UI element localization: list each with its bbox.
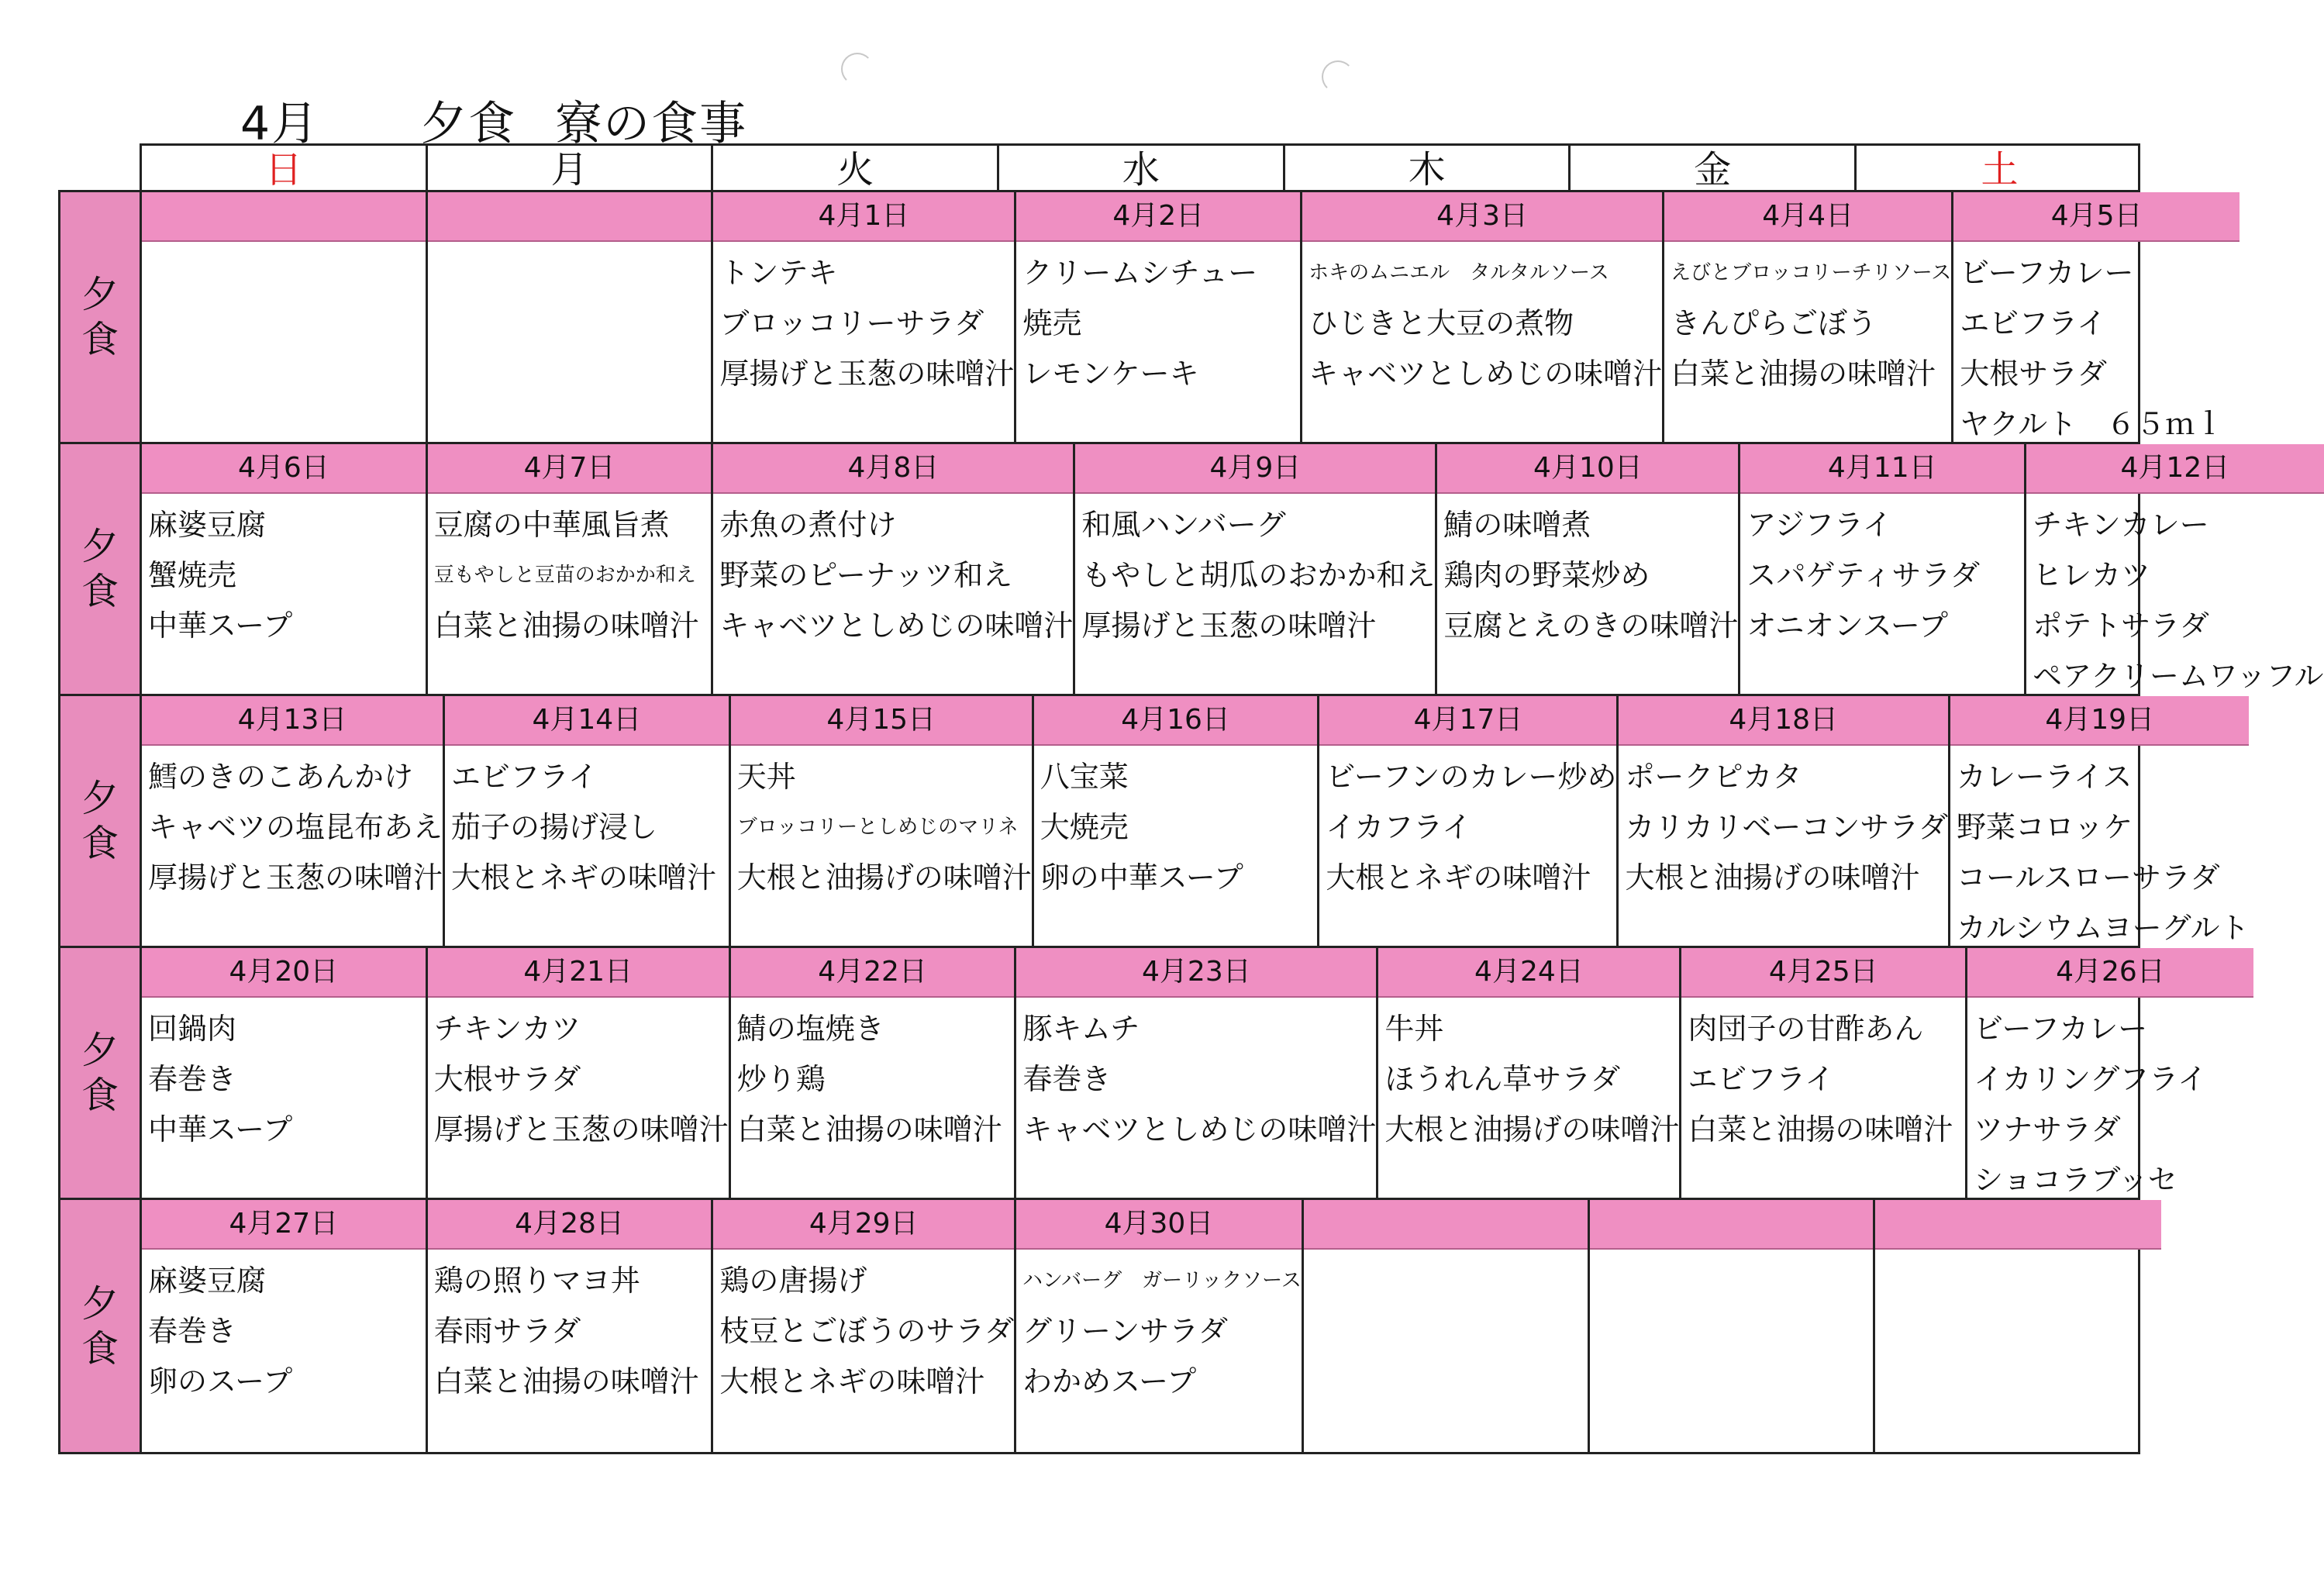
menu-list (428, 494, 712, 651)
menu-item: 焼売 (1022, 306, 1082, 340)
menu-item: 白菜と油揚の味噌汁 (433, 609, 699, 643)
day-cell (1075, 444, 1437, 694)
menu-item: 厚揚げと玉葱の味噌汁 (719, 357, 1015, 391)
menu-item: エビフライ (1960, 306, 2107, 340)
date-header: 4月29日 (713, 1200, 1014, 1250)
date-header: 4月16日 (1034, 696, 1318, 746)
meal-label-char: 食 (81, 318, 119, 361)
menu-item: えびとブロッコリーチリソース (1671, 261, 1952, 284)
menu-item: 野菜のピーナッツ和え (719, 558, 1013, 592)
menu-list (1378, 998, 1679, 1155)
menu-list (1016, 1250, 1302, 1407)
menu-item: 春巻き (1022, 1062, 1112, 1096)
date-header (1590, 1200, 1874, 1250)
date-header (142, 192, 426, 242)
menu-item: 鶏の照りマヨ丼 (433, 1264, 640, 1298)
menu-item: 白菜と油揚の味噌汁 (1671, 357, 1936, 391)
date-header: 4月27日 (142, 1200, 426, 1250)
weekday-sun: 日 (142, 146, 428, 194)
menu-item: 卵の中華スープ (1040, 860, 1243, 895)
menu-item: 麻婆豆腐 (148, 508, 267, 542)
menu-list (713, 242, 1014, 399)
day-cell (1034, 696, 1320, 946)
menu-item: ビーフンのカレー炒め (1326, 760, 1617, 794)
day-cell (428, 948, 731, 1198)
menu-item: 大根サラダ (433, 1062, 581, 1096)
meal-label-char: 夕 (81, 777, 119, 820)
menu-item: 白菜と油揚の味噌汁 (433, 1364, 699, 1398)
date-header (1304, 1200, 1588, 1250)
menu-item: 麻婆豆腐 (148, 1264, 267, 1298)
menu-list (713, 1250, 1014, 1407)
menu-item: 茄子の揚げ浸し (451, 810, 658, 844)
menu-item: 鯖の味噌煮 (1443, 508, 1591, 542)
menu-list (428, 1250, 712, 1407)
day-cell (142, 948, 428, 1198)
day-cell (1740, 444, 2026, 694)
menu-list (1034, 746, 1318, 903)
menu-item: 春巻き (148, 1314, 237, 1348)
menu-list (142, 746, 443, 903)
weekday-fri: 金 (1571, 146, 1857, 194)
menu-item: 鱈のきのこあんかけ (148, 760, 414, 794)
menu-item: 厚揚げと玉葱の味噌汁 (148, 860, 443, 895)
menu-item: エビフライ (451, 760, 598, 794)
meal-label-char: 食 (81, 1074, 119, 1117)
menu-item: ハンバーグ ガーリックソース (1022, 1269, 1302, 1292)
date-header: 4月11日 (1740, 444, 2024, 494)
menu-item: 牛丼 (1384, 1012, 1444, 1046)
date-header (1875, 1200, 2161, 1250)
date-header: 4月12日 (2026, 444, 2323, 494)
menu-item: きんぴらごぼう (1671, 306, 1877, 340)
meal-label (60, 192, 142, 442)
weekday-wed: 水 (999, 146, 1285, 194)
meal-label-char: 夕 (81, 1029, 119, 1072)
menu-item: ひじきと大豆の煮物 (1309, 306, 1574, 340)
menu-item: 鯖の塩焼き (736, 1012, 884, 1046)
date-header: 4月3日 (1302, 192, 1662, 242)
menu-item: イカリングフライ (1974, 1062, 2208, 1096)
meal-label-char: 夕 (81, 273, 119, 316)
menu-list (1619, 746, 1947, 903)
day-cell (142, 444, 428, 694)
day-cell (1437, 444, 1740, 694)
menu-item: 厚揚げと玉葱の味噌汁 (1081, 609, 1377, 643)
meal-label-char: 食 (81, 1326, 119, 1371)
menu-item: 中華スープ (148, 1112, 293, 1147)
week-row (60, 1200, 2138, 1452)
menu-list (731, 998, 1015, 1155)
menu-list (1664, 242, 1951, 399)
day-cell (1378, 948, 1681, 1198)
date-header: 4月2日 (1016, 192, 1300, 242)
menu-item: 大根とネギの味噌汁 (719, 1364, 985, 1398)
day-cell (428, 1200, 714, 1452)
date-header: 4月22日 (731, 948, 1015, 998)
menu-item: 大根とネギの味噌汁 (1326, 860, 1591, 895)
menu-item: わかめスープ (1022, 1364, 1197, 1398)
date-header: 4月7日 (428, 444, 712, 494)
day-cell (731, 948, 1017, 1198)
menu-item: グリーンサラダ (1022, 1314, 1228, 1348)
day-cell (445, 696, 731, 946)
menu-item: ポークピカタ (1625, 760, 1802, 794)
menu-list (2026, 494, 2323, 702)
date-header: 4月21日 (428, 948, 729, 998)
date-header: 4月19日 (1950, 696, 2250, 746)
menu-item: コールスローサラダ (1956, 860, 2220, 895)
menu-item: 厚揚げと玉葱の味噌汁 (433, 1112, 729, 1147)
menu-list (731, 746, 1032, 903)
week-row (60, 192, 2225, 444)
menu-item: ブロッコリーとしめじのマリネ (736, 816, 1019, 839)
menu-list (1967, 998, 2253, 1205)
day-cell (428, 444, 714, 694)
meal-label (60, 948, 142, 1198)
menu-item: 大根とネギの味噌汁 (451, 860, 717, 895)
menu-item: 大焼売 (1040, 810, 1129, 844)
menu-item: アジフライ (1746, 508, 1892, 542)
meal-label-char: 食 (81, 570, 119, 613)
title-meal: 夕食 (420, 97, 517, 151)
date-header: 4月30日 (1016, 1200, 1302, 1250)
menu-item: オニオンスープ (1746, 609, 1948, 643)
day-cell (1664, 192, 1953, 442)
menu-list (1437, 494, 1738, 651)
menu-list (1016, 242, 1300, 399)
menu-item: 枝豆とごぼうのサラダ (719, 1314, 1014, 1348)
day-cell (1681, 948, 1967, 1198)
menu-item: 野菜コロッケ (1956, 810, 2133, 844)
menu-list (1740, 494, 2024, 651)
date-header: 4月4日 (1664, 192, 1951, 242)
menu-list (1953, 242, 2240, 450)
date-header: 4月20日 (142, 948, 426, 998)
date-header: 4月9日 (1075, 444, 1435, 494)
menu-item: 春雨サラダ (433, 1314, 581, 1348)
day-cell (1302, 192, 1664, 442)
date-header: 4月6日 (142, 444, 426, 494)
menu-item: 天丼 (736, 760, 796, 794)
menu-item: 卵のスープ (148, 1364, 293, 1398)
menu-item: クリームシチュー (1022, 256, 1258, 290)
meal-label (60, 1200, 142, 1452)
day-cell (1016, 948, 1378, 1198)
menu-item: もやしと胡瓜のおかか和え (1081, 558, 1436, 592)
day-cell (1950, 696, 2250, 946)
menu-item: 春巻き (148, 1062, 237, 1096)
date-header: 4月1日 (713, 192, 1014, 242)
day-cell (1953, 192, 2240, 442)
menu-item: 豚キムチ (1022, 1012, 1140, 1046)
day-cell (1619, 696, 1950, 946)
menu-item: ほうれん草サラダ (1384, 1062, 1621, 1096)
menu-item: 大根と油揚げの味噌汁 (1625, 860, 1920, 895)
day-cell (142, 1200, 428, 1452)
date-header: 4月26日 (1967, 948, 2253, 998)
menu-item: 鶏肉の野菜炒め (1443, 558, 1650, 592)
title-month: 4月 (240, 97, 320, 151)
menu-item: トンテキ (719, 256, 838, 290)
menu-item: 八宝菜 (1040, 760, 1129, 794)
menu-item: 大根と油揚げの味噌汁 (1384, 1112, 1680, 1147)
menu-list (142, 998, 426, 1155)
menu-list (1075, 494, 1435, 651)
menu-item: ヒレカツ (2033, 558, 2151, 592)
menu-list (1950, 746, 2250, 953)
menu-item: キャベツとしめじの味噌汁 (1309, 357, 1663, 391)
menu-item: 豆腐の中華風旨煮 (433, 508, 670, 542)
menu-item: ポテトサラダ (2033, 609, 2209, 643)
date-header: 4月5日 (1953, 192, 2240, 242)
menu-item: チキンカツ (433, 1012, 581, 1046)
weekday-header (140, 143, 2140, 194)
menu-item: 和風ハンバーグ (1081, 508, 1286, 542)
weekday-tue: 火 (713, 146, 999, 194)
date-header: 4月15日 (731, 696, 1032, 746)
menu-item: カリカリベーコンサラダ (1625, 810, 1948, 844)
menu-item: カレーライス (1956, 760, 2133, 794)
day-cell (2026, 444, 2323, 694)
day-cell (1319, 696, 1619, 946)
week-row (60, 696, 2250, 948)
meal-label-char: 夕 (81, 525, 119, 568)
title-name: 寮の食事 (555, 97, 748, 151)
date-header: 4月14日 (445, 696, 729, 746)
menu-list (1875, 1250, 2161, 1256)
menu-item: スパゲティサラダ (1746, 558, 1981, 592)
meal-label-char: 夕 (81, 1281, 119, 1326)
date-header: 4月10日 (1437, 444, 1738, 494)
menu-item: ペアクリームワッフル (2033, 659, 2324, 693)
calendar-body (58, 190, 2324, 1454)
menu-item: 大根と油揚げの味噌汁 (736, 860, 1032, 895)
menu-list (1302, 242, 1662, 399)
menu-item: 鶏の唐揚げ (719, 1264, 867, 1298)
meal-label-char: 食 (81, 822, 119, 865)
menu-list (1590, 1250, 1874, 1256)
menu-item: 中華スープ (148, 609, 293, 643)
menu-list (1304, 1250, 1588, 1256)
menu-item: ヤクルト ６５ｍｌ (1960, 407, 2225, 441)
date-header: 4月17日 (1319, 696, 1616, 746)
menu-item: 蟹焼売 (148, 558, 237, 592)
date-header (428, 192, 712, 242)
menu-item: ツナサラダ (1974, 1112, 2121, 1147)
day-cell (1875, 1200, 2161, 1452)
menu-list (142, 242, 426, 248)
menu-item: 肉団子の甘酢あん (1688, 1012, 1924, 1046)
date-header: 4月25日 (1681, 948, 1965, 998)
menu-item: ビーフカレー (1974, 1012, 2148, 1046)
menu-item: ショコラブッセ (1974, 1163, 2177, 1197)
menu-list (445, 746, 729, 903)
menu-item: キャベツとしめじの味噌汁 (1022, 1112, 1377, 1147)
menu-item: 白菜と油揚の味噌汁 (736, 1112, 1002, 1147)
menu-item: 豆腐とえのきの味噌汁 (1443, 609, 1739, 643)
menu-item: 大根サラダ (1960, 357, 2107, 391)
day-cell (1590, 1200, 1876, 1452)
day-cell (713, 1200, 1016, 1452)
menu-item: 炒り鶏 (736, 1062, 826, 1096)
menu-list (142, 1250, 426, 1407)
date-header: 4月8日 (713, 444, 1073, 494)
menu-item: ホキのムニエル タルタルソース (1309, 261, 1609, 284)
meal-label (60, 444, 142, 694)
menu-item: カルシウムヨーグルト (1956, 911, 2250, 945)
day-cell (1016, 192, 1302, 442)
meal-label (60, 696, 142, 946)
week-row (60, 948, 2208, 1200)
menu-item: 白菜と油揚の味噌汁 (1688, 1112, 1953, 1147)
day-cell (1304, 1200, 1590, 1452)
weekday-sat: 土 (1981, 148, 2019, 191)
day-cell (713, 192, 1016, 442)
day-cell (731, 696, 1034, 946)
day-cell (713, 444, 1075, 694)
menu-item: エビフライ (1688, 1062, 1835, 1096)
menu-item: 回鍋肉 (148, 1012, 237, 1046)
week-row (60, 444, 2324, 696)
menu-item: ブロッコリーサラダ (719, 306, 984, 340)
menu-list (713, 494, 1073, 651)
weekday-mon: 月 (428, 146, 714, 194)
date-header: 4月13日 (142, 696, 443, 746)
menu-list (428, 998, 729, 1155)
menu-item: ビーフカレー (1960, 256, 2134, 290)
day-cell (1016, 1200, 1304, 1452)
weekday-thu: 木 (1285, 146, 1571, 194)
menu-list (428, 242, 712, 248)
menu-item: 赤魚の煮付け (719, 508, 897, 542)
menu-list (1681, 998, 1965, 1155)
menu-item: キャベツとしめじの味噌汁 (719, 609, 1074, 643)
menu-list (142, 494, 426, 651)
menu-item: キャベツの塩昆布あえ (148, 810, 443, 844)
date-header: 4月18日 (1619, 696, 1947, 746)
menu-list (1319, 746, 1616, 903)
menu-item: イカフライ (1326, 810, 1472, 844)
menu-item: 豆もやしと豆苗のおかか和え (433, 564, 696, 587)
menu-list (1016, 998, 1376, 1155)
menu-item: チキンカレー (2033, 508, 2209, 542)
day-cell (142, 192, 428, 442)
day-cell (1967, 948, 2253, 1198)
date-header: 4月23日 (1016, 948, 1376, 998)
day-cell (142, 696, 445, 946)
day-cell (428, 192, 714, 442)
date-header: 4月24日 (1378, 948, 1679, 998)
date-header: 4月28日 (428, 1200, 712, 1250)
menu-item: レモンケーキ (1022, 357, 1199, 391)
